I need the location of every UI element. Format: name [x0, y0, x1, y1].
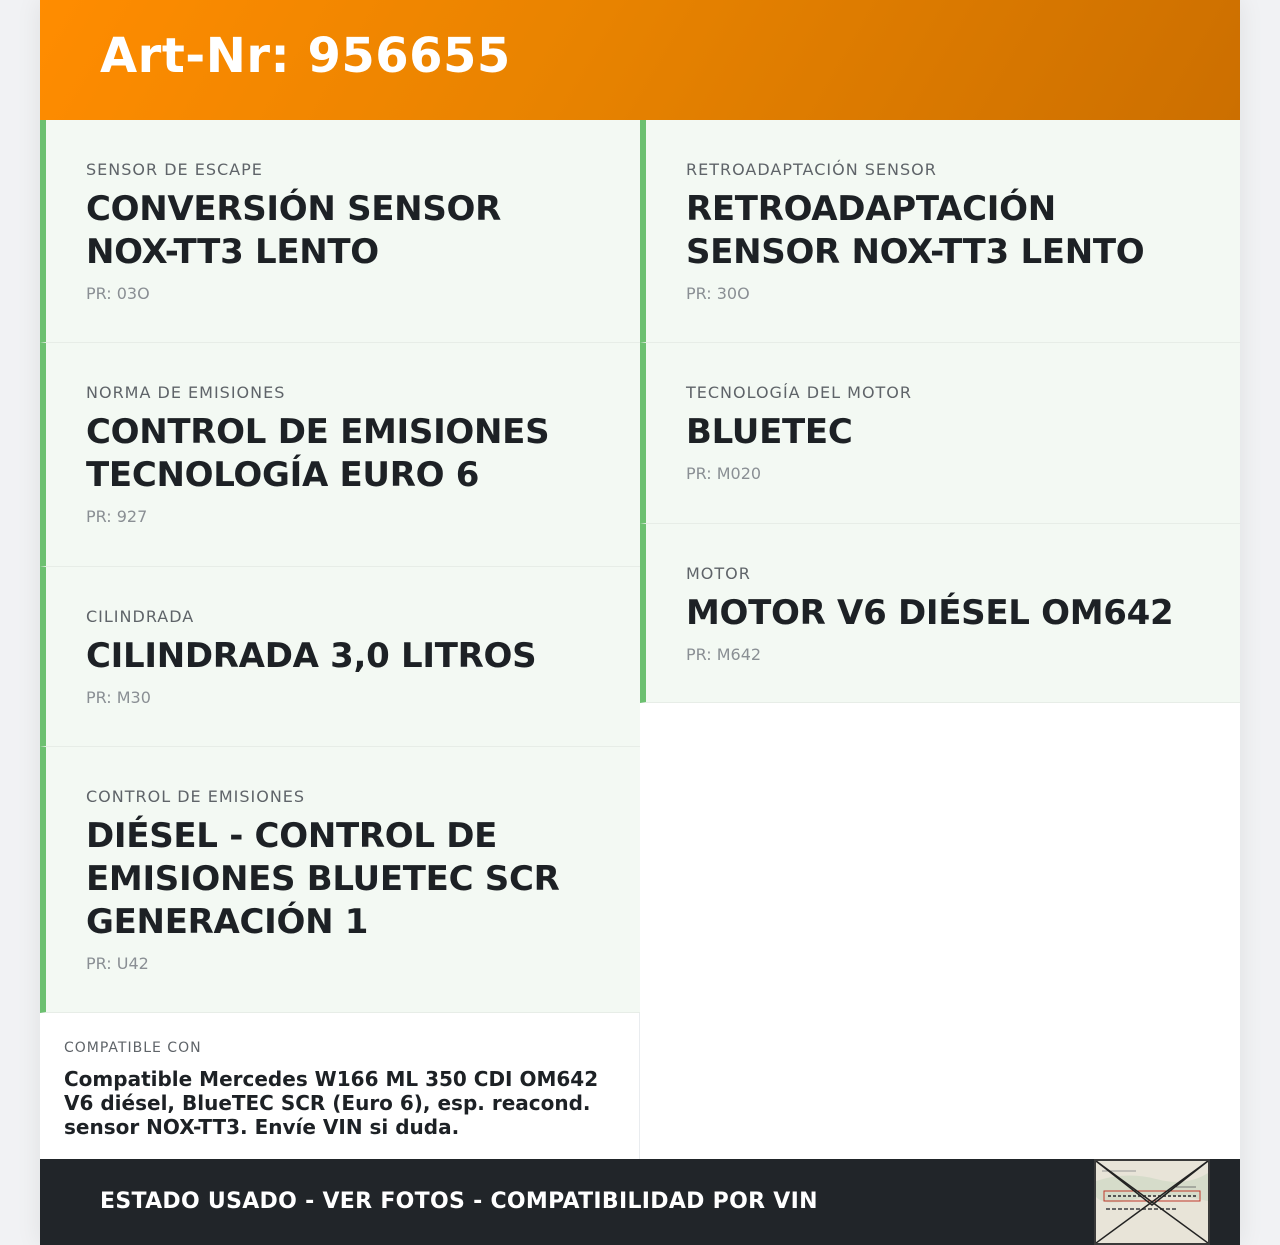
- spec-pr-code: PR: M30: [86, 688, 151, 707]
- left-column: [40, 120, 640, 1013]
- spec-pr-code: PR: 927: [86, 507, 148, 526]
- spec-title: CILINDRADA 3,0 LITROS: [86, 636, 537, 676]
- spec-card: [640, 343, 1240, 524]
- spec-category: CONTROL DE EMISIONES: [86, 787, 306, 806]
- spec-card: [40, 120, 640, 343]
- spec-card: [40, 747, 640, 1013]
- page-header: [40, 0, 1240, 120]
- page-footer: [40, 1159, 1240, 1245]
- spec-category: RETROADAPTACIÓN SENSOR: [686, 160, 937, 179]
- spec-title: BLUETEC: [686, 412, 853, 452]
- spec-title: MOTOR V6 DIÉSEL OM642: [686, 593, 1174, 633]
- spec-card: [640, 524, 1240, 703]
- compatibility-text: Compatible Mercedes W166 ML 350 CDI OM642 V6 diésel, BlueTEC SCR (Euro 6), esp. reacond. sensor NOX-TT3. Envíe VIN si duda.: [64, 1067, 599, 1139]
- spec-card: [40, 567, 640, 747]
- spec-pr-code: PR: U42: [86, 954, 149, 973]
- article-number-title: Art-Nr: 956655: [100, 28, 511, 84]
- spec-pr-code: PR: M642: [686, 645, 762, 664]
- compatibility-box: [40, 1013, 640, 1159]
- spec-category: MOTOR: [686, 564, 751, 583]
- spec-category: SENSOR DE ESCAPE: [86, 160, 263, 179]
- spec-category: TECNOLOGÍA DEL MOTOR: [686, 383, 913, 402]
- spec-pr-code: PR: 03O: [86, 284, 150, 303]
- spec-card: [40, 343, 640, 567]
- spec-category: CILINDRADA: [86, 607, 195, 626]
- spec-pr-code: PR: 30O: [686, 284, 750, 303]
- compatibility-label: COMPATIBLE CON: [64, 1040, 202, 1056]
- spec-title: DIÉSEL - CONTROL DE EMISIONES BLUETEC SCR GENERACIÓN 1: [86, 816, 560, 942]
- right-column: [640, 120, 1240, 703]
- product-sheet: [40, 0, 1240, 1245]
- vin-plate-photo-icon[interactable]: [1094, 1159, 1210, 1245]
- spec-pr-code: PR: M020: [686, 464, 762, 483]
- spec-title: CONVERSIÓN SENSOR NOX-TT3 LENTO: [86, 189, 502, 272]
- spec-title: CONTROL DE EMISIONES TECNOLOGÍA EURO 6: [86, 412, 550, 495]
- footer-status-text: ESTADO USADO - VER FOTOS - COMPATIBILIDAD POR VIN: [100, 1189, 818, 1214]
- spec-card: [640, 120, 1240, 343]
- spec-category: NORMA DE EMISIONES: [86, 383, 286, 402]
- spec-title: RETROADAPTACIÓN SENSOR NOX-TT3 LENTO: [686, 189, 1145, 272]
